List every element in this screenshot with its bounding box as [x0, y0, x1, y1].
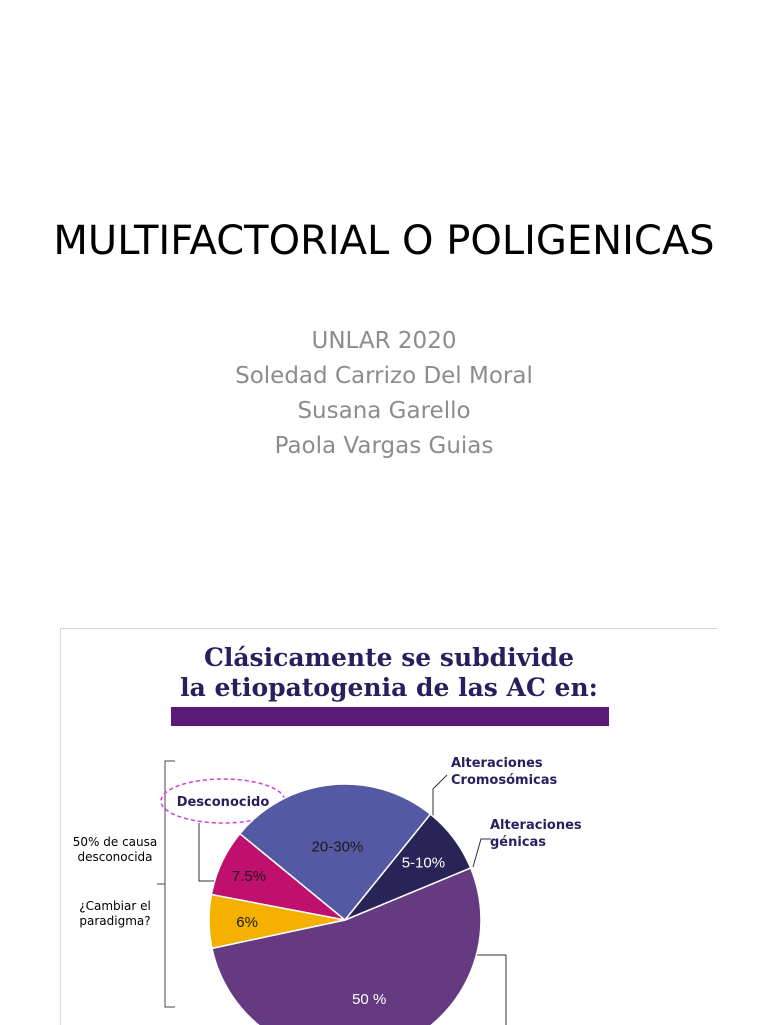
subtitle-line: Paola Vargas Guias — [274, 433, 494, 459]
note-unknown-cause — [67, 835, 163, 865]
subtitle-line: UNLAR 2020 — [311, 328, 457, 354]
note-line: paradigma? — [79, 914, 151, 928]
callout-line: génicas — [490, 835, 547, 850]
pie-chart — [61, 629, 717, 1025]
callout-genicas — [490, 817, 582, 851]
note-paradigm — [67, 899, 163, 929]
callout-line: Alteraciones — [490, 818, 582, 833]
genicas-leader — [473, 839, 491, 867]
subtitle-line: Soledad Carrizo Del Moral — [235, 363, 533, 389]
note-line: 50% de causa — [72, 835, 158, 849]
subtitle-line: Susana Garello — [297, 398, 471, 424]
callout-cromosomicas — [451, 755, 557, 789]
callout-line: Alteraciones — [451, 756, 543, 771]
slice-value-label: 5-10% — [401, 854, 446, 872]
slide-title: MULTIFACTORIAL O POLIGENICAS — [53, 218, 715, 264]
note-line: desconocida — [77, 850, 153, 864]
slice-value-label: 20-30% — [311, 838, 364, 856]
slice-category-label: Desconocido — [176, 795, 270, 810]
grouping-bracket — [165, 761, 175, 1007]
slice-value-label: 50 % — [352, 990, 387, 1008]
figure-title-line: la etiopatogenia de las AC en: — [180, 673, 598, 702]
note-line: ¿Cambiar el — [79, 899, 151, 913]
slice-value-label: 6% — [236, 914, 258, 931]
slice-value-label: 7.5% — [231, 868, 267, 885]
etiopathogenesis-figure — [60, 628, 717, 1025]
slide-subtitle — [0, 324, 768, 464]
callout-line: Cromosómicas — [451, 773, 558, 788]
figure-title-line: Clásicamente se subdivide — [203, 643, 575, 672]
